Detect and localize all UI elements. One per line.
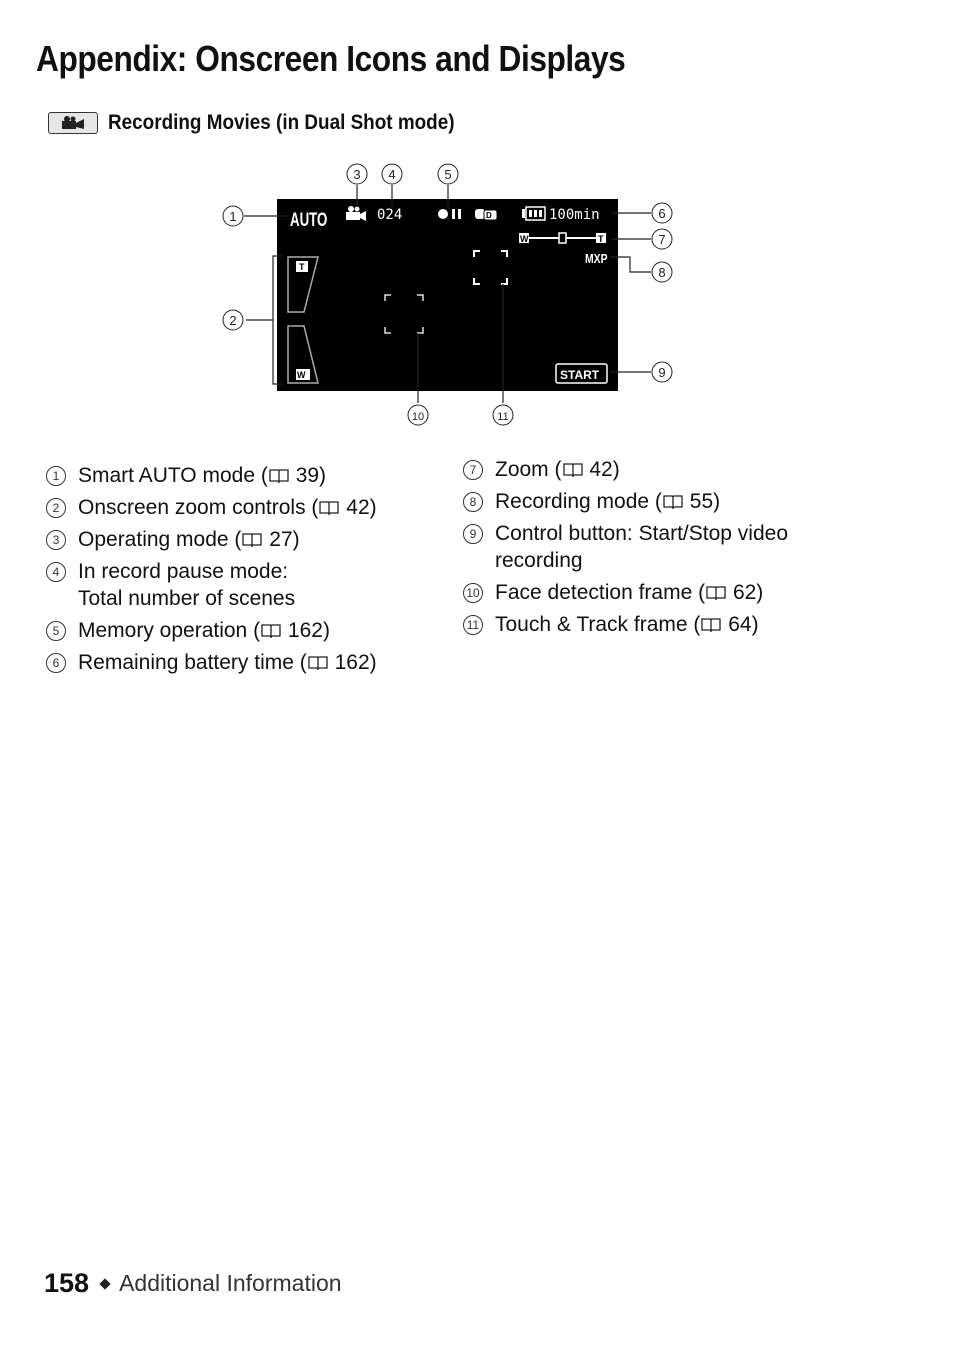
legend-number: 10	[463, 583, 483, 603]
callout-5: 5	[444, 167, 452, 182]
legend-number: 6	[46, 653, 66, 673]
legend-left	[46, 462, 377, 681]
legend-item	[46, 494, 377, 521]
image-stabilizer-icon	[475, 209, 497, 220]
legend-item	[463, 456, 788, 483]
scene-count: 024	[377, 207, 403, 223]
legend-text: Remaining battery time (	[78, 651, 307, 674]
callout-7: 7	[658, 232, 666, 247]
legend-text: Onscreen zoom controls (	[78, 496, 319, 519]
start-button	[556, 364, 607, 383]
svg-text:W: W	[297, 370, 306, 380]
legend-item	[46, 462, 377, 489]
svg-text:D: D	[486, 211, 492, 220]
book-reference-icon	[241, 532, 263, 548]
battery-time: 100min	[549, 207, 600, 223]
legend-text: Memory operation (	[78, 619, 261, 642]
legend-text: Touch & Track frame (	[495, 613, 701, 636]
legend-item	[463, 579, 788, 606]
legend-ref: 162)	[287, 619, 330, 642]
callout-2: 2	[229, 313, 237, 328]
section-name: Additional Information	[119, 1270, 342, 1296]
legend-text-line2: recording	[495, 549, 583, 572]
legend-text: Smart AUTO mode (	[78, 464, 268, 487]
legend-ref: 62)	[732, 581, 764, 604]
legend-number: 8	[463, 492, 483, 512]
lcd-screen	[277, 199, 618, 391]
page-title: Appendix: Onscreen Icons and Displays	[36, 38, 626, 79]
callout-11: 11	[497, 411, 509, 423]
legend-right	[463, 456, 788, 643]
legend-number: 5	[46, 621, 66, 641]
legend-item	[46, 526, 377, 553]
legend-item	[463, 611, 788, 638]
legend-item	[463, 488, 788, 515]
legend-ref: 27)	[269, 528, 300, 551]
page-footer	[44, 1268, 342, 1299]
diamond-icon	[99, 1278, 110, 1289]
book-reference-icon	[562, 462, 584, 478]
page-number: 158	[44, 1268, 90, 1298]
callout-3: 3	[353, 167, 361, 182]
book-reference-icon	[307, 655, 329, 671]
camera-screen-diagram	[0, 0, 954, 440]
smart-auto-icon: AUTO	[290, 209, 328, 231]
legend-ref: 39)	[295, 464, 327, 487]
svg-text:START: START	[560, 368, 600, 382]
legend-number: 2	[46, 498, 66, 518]
recording-mode-label: MXP	[585, 251, 608, 267]
legend-number: 11	[463, 615, 483, 635]
svg-text:W: W	[520, 234, 529, 244]
legend-ref: 64)	[728, 613, 759, 636]
legend-text: Recording mode (	[495, 490, 662, 513]
legend-item	[46, 558, 377, 612]
book-reference-icon	[260, 623, 282, 639]
legend-number: 1	[46, 466, 66, 486]
legend-ref: 42)	[589, 458, 620, 481]
book-reference-icon	[318, 500, 340, 516]
svg-text:T: T	[598, 234, 604, 244]
legend-text: Zoom (	[495, 458, 562, 481]
legend-item	[46, 617, 377, 644]
callout-9: 9	[658, 365, 666, 380]
legend-number: 4	[46, 562, 66, 582]
legend-item	[463, 520, 788, 574]
callout-8: 8	[658, 265, 666, 280]
svg-text:T: T	[299, 262, 305, 272]
subheading-text: Recording Movies (in Dual Shot mode)	[108, 111, 455, 134]
legend-ref: 55)	[689, 490, 721, 513]
callout-10: 10	[411, 411, 425, 423]
legend-ref: 162)	[334, 651, 377, 674]
legend-text: Operating mode (	[78, 528, 242, 551]
legend-item	[46, 649, 377, 676]
memory-operation-icon	[438, 209, 448, 219]
legend-text: In record pause mode:	[78, 560, 289, 583]
legend-ref: 42)	[346, 496, 377, 519]
callout-6: 6	[658, 206, 666, 221]
callout-4: 4	[388, 167, 396, 182]
book-reference-icon	[705, 585, 727, 601]
legend-text: Control button: Start/Stop video	[495, 522, 789, 545]
callout-1: 1	[229, 209, 237, 224]
legend-text: Face detection frame (	[495, 581, 706, 604]
book-reference-icon	[268, 468, 290, 484]
book-reference-icon	[700, 617, 722, 633]
legend-number: 9	[463, 524, 483, 544]
legend-number: 7	[463, 460, 483, 480]
book-reference-icon	[662, 494, 684, 510]
legend-text-line2: Total number of scenes	[78, 587, 296, 610]
legend-number: 3	[46, 530, 66, 550]
